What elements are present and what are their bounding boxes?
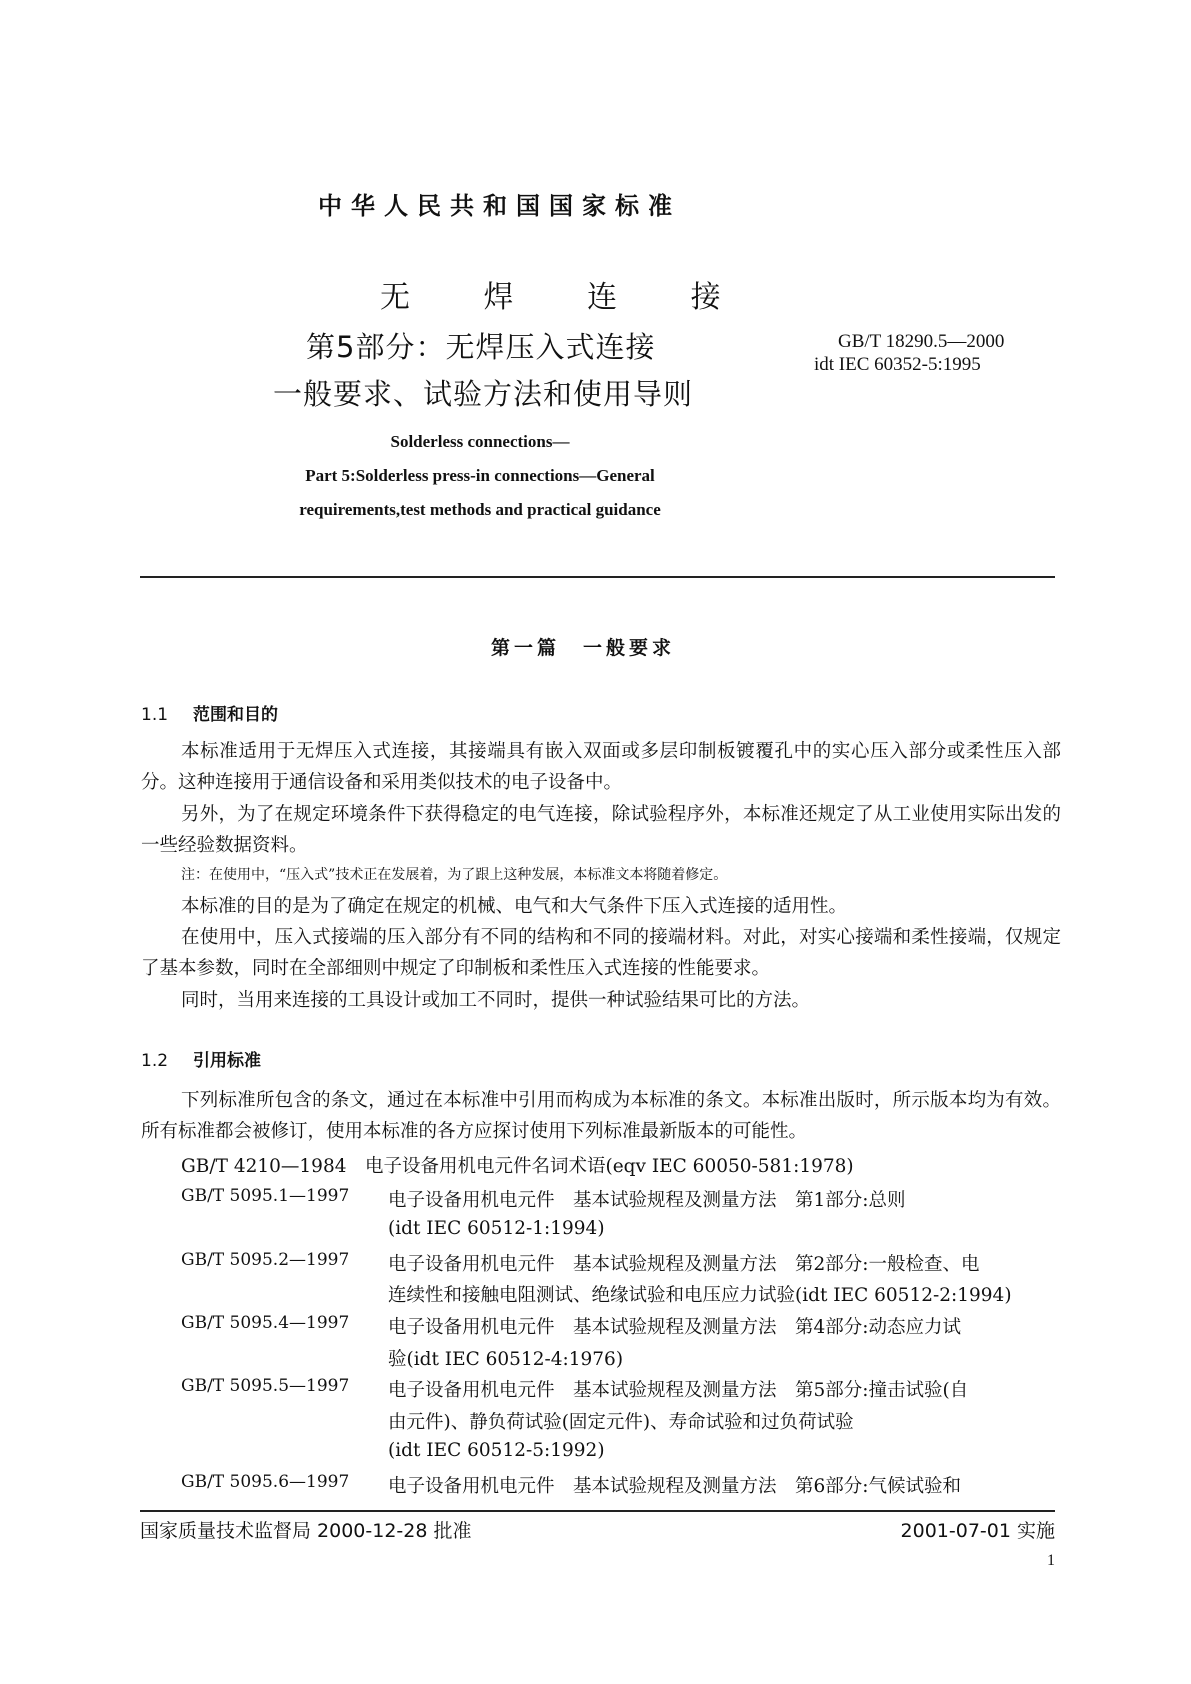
standard-code: GB/T 18290.5—2000 (838, 331, 1005, 352)
title-line-3: 一般要求、试验方法和使用导则 (273, 377, 694, 411)
english-title-line-1: Solderless connections— (390, 432, 570, 451)
page-number: 1 (1047, 1552, 1055, 1569)
national-standard-heading: 中华人民共和国国家标准 (318, 192, 681, 220)
idt-reference: idt IEC 60352-5:1995 (814, 354, 981, 375)
effective-date: 2001-07-01 实施 (900, 1520, 1055, 1542)
reference-text: 连续性和接触电阻测试、绝缘试验和电压应力试验(idt IEC 60512-2:1994) (388, 1285, 1012, 1306)
paragraph: 在使用中，压入式接端的压入部分有不同的结构和不同的接端材料。对此，对实心接端和柔性接端，仅规定了基本参数，同时在全部细则中规定了印制板和柔性压入式连接的性能要求。 (141, 927, 1061, 979)
english-title-line-3: requirements,test methods and practical guidance (299, 500, 661, 519)
reference-code: GB/T 5095.6—1997 (181, 1472, 350, 1492)
reference-text: 电子设备用机电元件 基本试验规程及测量方法 第1部分:总则 (388, 1190, 906, 1211)
reference-entry: GB/T 4210—1984 电子设备用机电元件名词术语(eqv IEC 60050-581:1978) (181, 1156, 854, 1177)
section-heading-1-2 (141, 1046, 261, 1071)
reference-text: 电子设备用机电元件 基本试验规程及测量方法 第5部分:撞击试验(自 (388, 1380, 969, 1401)
title-line-2: 第5部分：无焊压入式连接 (306, 330, 656, 364)
paragraph: 本标准的目的是为了确定在规定的机械、电气和大气条件下压入式连接的适用性。 (181, 896, 848, 917)
reference-text: 验(idt IEC 60512-4:1976) (388, 1349, 624, 1370)
title-line-1: 无 焊 连 接 (380, 280, 753, 315)
header-divider (140, 576, 1055, 578)
reference-text: 电子设备用机电元件 基本试验规程及测量方法 第2部分:一般检查、电 (388, 1254, 980, 1275)
section-label: 引用标准 (193, 1051, 261, 1071)
approval-date: 国家质量技术监督局 2000-12-28 批准 (140, 1520, 472, 1542)
reference-text: 由元件)、静负荷试验(固定元件)、寿命试验和过负荷试验 (388, 1412, 854, 1433)
footer-divider (140, 1510, 1055, 1512)
reference-code: GB/T 5095.1—1997 (181, 1186, 350, 1206)
reference-text: (idt IEC 60512-5:1992) (388, 1440, 605, 1461)
english-title-line-2: Part 5:Solderless press-in connections—General (305, 466, 655, 485)
section-label: 范围和目的 (193, 705, 278, 725)
reference-text: (idt IEC 60512-1:1994) (388, 1218, 605, 1239)
paragraph: 本标准适用于无焊压入式连接，其接端具有嵌入双面或多层印制板镀覆孔中的实心压入部分或柔性压入部分。这种连接用于通信设备和采用类似技术的电子设备中。 (141, 741, 1061, 793)
section-number: 1.1 (141, 705, 169, 725)
paragraph: 另外，为了在规定环境条件下获得稳定的电气连接，除试验程序外，本标准还规定了从工业使用实际出发的一些经验数据资料。 (141, 804, 1061, 856)
reference-text: 电子设备用机电元件 基本试验规程及测量方法 第6部分:气候试验和 (388, 1476, 962, 1497)
part-title: 第一篇 一般要求 (491, 637, 676, 659)
note: 注：在使用中，“压入式”技术正在发展着，为了跟上这种发展，本标准文本将随着修定。 (181, 867, 728, 883)
section-number: 1.2 (141, 1051, 169, 1071)
paragraph: 同时，当用来连接的工具设计或加工不同时，提供一种试验结果可比的方法。 (181, 990, 811, 1011)
reference-code: GB/T 5095.5—1997 (181, 1376, 350, 1396)
reference-text: 电子设备用机电元件 基本试验规程及测量方法 第4部分:动态应力试 (388, 1317, 962, 1338)
section-heading-1-1 (141, 700, 278, 725)
reference-code: GB/T 5095.2—1997 (181, 1250, 350, 1270)
reference-code: GB/T 5095.4—1997 (181, 1313, 350, 1333)
paragraph: 下列标准所包含的条文，通过在本标准中引用而构成为本标准的条文。本标准出版时，所示版本均为有效。所有标准都会被修订，使用本标准的各方应探讨使用下列标准最新版本的可能性。 (141, 1090, 1061, 1142)
